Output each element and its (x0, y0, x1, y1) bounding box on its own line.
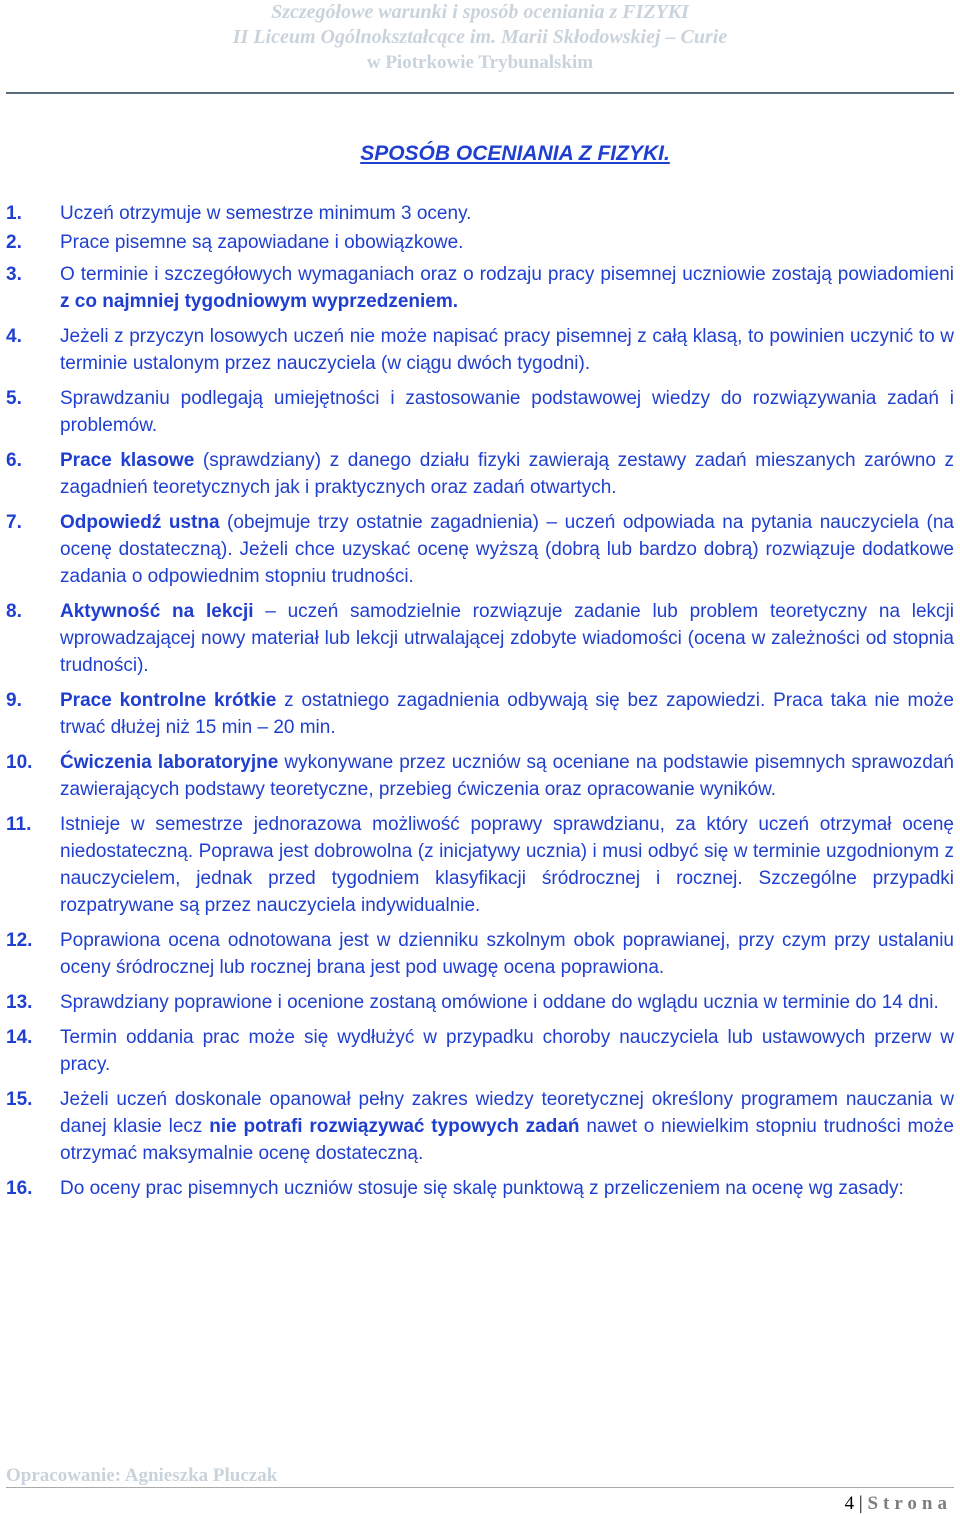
item-text: Poprawiona ocena odnotowana jest w dzienniku szkolnym obok poprawianej, przy czym przy ustalaniu oceny śródrocznej lub rocznej brana jest pod uwagę ocena poprawiona. (60, 930, 954, 978)
header-line-1: Szczegółowe warunki i sposób oceniania z FIZYKI (271, 1, 689, 23)
item-number: 2. (6, 232, 22, 253)
item-text: Uczeń otrzymuje w semestrze minimum 3 oceny. (60, 203, 472, 224)
item-number: 8. (6, 601, 22, 622)
item-text: Termin oddania prac może się wydłużyć w przypadku choroby nauczyciela lub ustawowych przerw w pracy. (60, 1027, 954, 1075)
item-number: 1. (6, 203, 22, 224)
list-item (6, 200, 954, 227)
page-number (845, 1493, 952, 1515)
footer-author: Opracowanie: Agnieszka Pluczak (6, 1465, 278, 1486)
item-text: Sprawdziany poprawione i ocenione zostaną omówione i oddane do wglądu ucznia w terminie do 14 dni. (60, 992, 939, 1013)
document-title: SPOSÓB OCENIANIA Z FIZYKI. (360, 142, 670, 165)
item-number: 7. (6, 512, 22, 533)
item-number: 10. (6, 752, 33, 773)
item-number: 11. (6, 814, 32, 835)
rules-list (6, 200, 954, 1202)
item-text: Odpowiedź ustna (obejmuje trzy ostatnie zagadnienia) – uczeń odpowiada na pytania nauczyciela (na ocenę dostateczną). Jeżeli chce uzyskać ocenę wyższą (dobrą lub bardzo dobrą) rozwiązuje dodatkowe zadania o odpowiednim stopniu trudności. (60, 512, 954, 587)
item-number: 12. (6, 930, 33, 951)
list-item (6, 229, 954, 256)
item-text: Prace klasowe (sprawdziany) z danego działu fizyki zawierają zestawy zadań mieszanych zarówno z zagadnień teoretycznych jak i praktycznych oraz zadań otwartych. (60, 450, 954, 498)
footer-divider (6, 1487, 954, 1488)
list-item (6, 447, 954, 501)
item-number: 9. (6, 690, 22, 711)
item-number: 6. (6, 450, 22, 471)
item-text: Sprawdzaniu podlegają umiejętności i zastosowanie podstawowej wiedzy do rozwiązywania zadań i problemów. (60, 388, 954, 436)
list-item (6, 385, 954, 439)
list-item (6, 1086, 954, 1167)
list-item (6, 811, 954, 919)
item-number: 13. (6, 992, 33, 1013)
list-item (6, 927, 954, 981)
item-number: 16. (6, 1178, 33, 1199)
item-number: 5. (6, 388, 22, 409)
item-text: Jeżeli uczeń doskonale opanował pełny zakres wiedzy teoretycznej określony programem nauczania w danej klasie lecz nie potrafi rozwiązywać typowych zadań nawet o niewielkim stopniu trudności może otrzymać maksymalnie ocenę dostateczną. (60, 1089, 954, 1164)
header-line-3: w Piotrkowie Trybunalskim (366, 52, 594, 73)
list-item (6, 261, 954, 315)
header-divider (6, 92, 954, 94)
header-line-2: II Liceum Ogólnokształcące im. Marii Skłodowskiej – Curie (232, 26, 728, 48)
item-text: Ćwiczenia laboratoryjne wykonywane przez uczniów są oceniane na podstawie pisemnych sprawozdań zawierających podstawy teoretyczne, przebieg ćwiczenia oraz opracowanie wyników. (60, 752, 954, 800)
list-item (6, 989, 954, 1016)
item-text: Do oceny prac pisemnych uczniów stosuje się skalę punktową z przeliczeniem na ocenę wg zasady: (60, 1178, 904, 1199)
item-number: 3. (6, 264, 22, 285)
list-item (6, 323, 954, 377)
item-text: Istnieje w semestrze jednorazowa możliwość poprawy sprawdzianu, za który uczeń otrzymał ocenę niedostateczną. Poprawa jest dobrowolna (z inicjatywy ucznia) i musi odbyć się w terminie uzgodnionym z nauczycielem, jednak przed tygodniem klasyfikacji śródrocznej i rocznej. Szczególne przypadki rozpatrywane są przez nauczyciela indywidualnie. (60, 814, 954, 916)
item-text: Aktywność na lekcji – uczeń samodzielnie rozwiązuje zadanie lub problem teoretyczny na lekcji wprowadzającej nowy materiał lub lekcji utrwalającej zdobyte wiadomości (ocena w zależności od stopnia trudności). (60, 601, 954, 676)
item-number: 15. (6, 1089, 33, 1110)
list-item (6, 749, 954, 803)
item-number: 14. (6, 1027, 33, 1048)
item-text: Prace pisemne są zapowiadane i obowiązkowe. (60, 232, 464, 253)
item-text: O terminie i szczegółowych wymaganiach oraz o rodzaju pracy pisemnej uczniowie zostają powiadomieni z co najmniej tygodniowym wyprzedzeniem. (60, 264, 954, 312)
list-item (6, 687, 954, 741)
page-number-label: Strona (867, 1493, 952, 1514)
page-number-separator: | (858, 1493, 863, 1514)
list-item (6, 1024, 954, 1078)
list-item (6, 598, 954, 679)
page-number-value: 4 (844, 1493, 855, 1514)
item-number: 4. (6, 326, 22, 347)
list-item (6, 1175, 954, 1202)
item-text: Jeżeli z przyczyn losowych uczeń nie może napisać pracy pisemnej z całą klasą, to powinien uczynić to w terminie ustalonym przez nauczyciela (w ciągu dwóch tygodni). (60, 326, 954, 374)
item-text: Prace kontrolne krótkie z ostatniego zagadnienia odbywają się bez zapowiedzi. Praca taka nie może trwać dłużej niż 15 min – 20 min. (60, 690, 954, 738)
list-item (6, 509, 954, 590)
